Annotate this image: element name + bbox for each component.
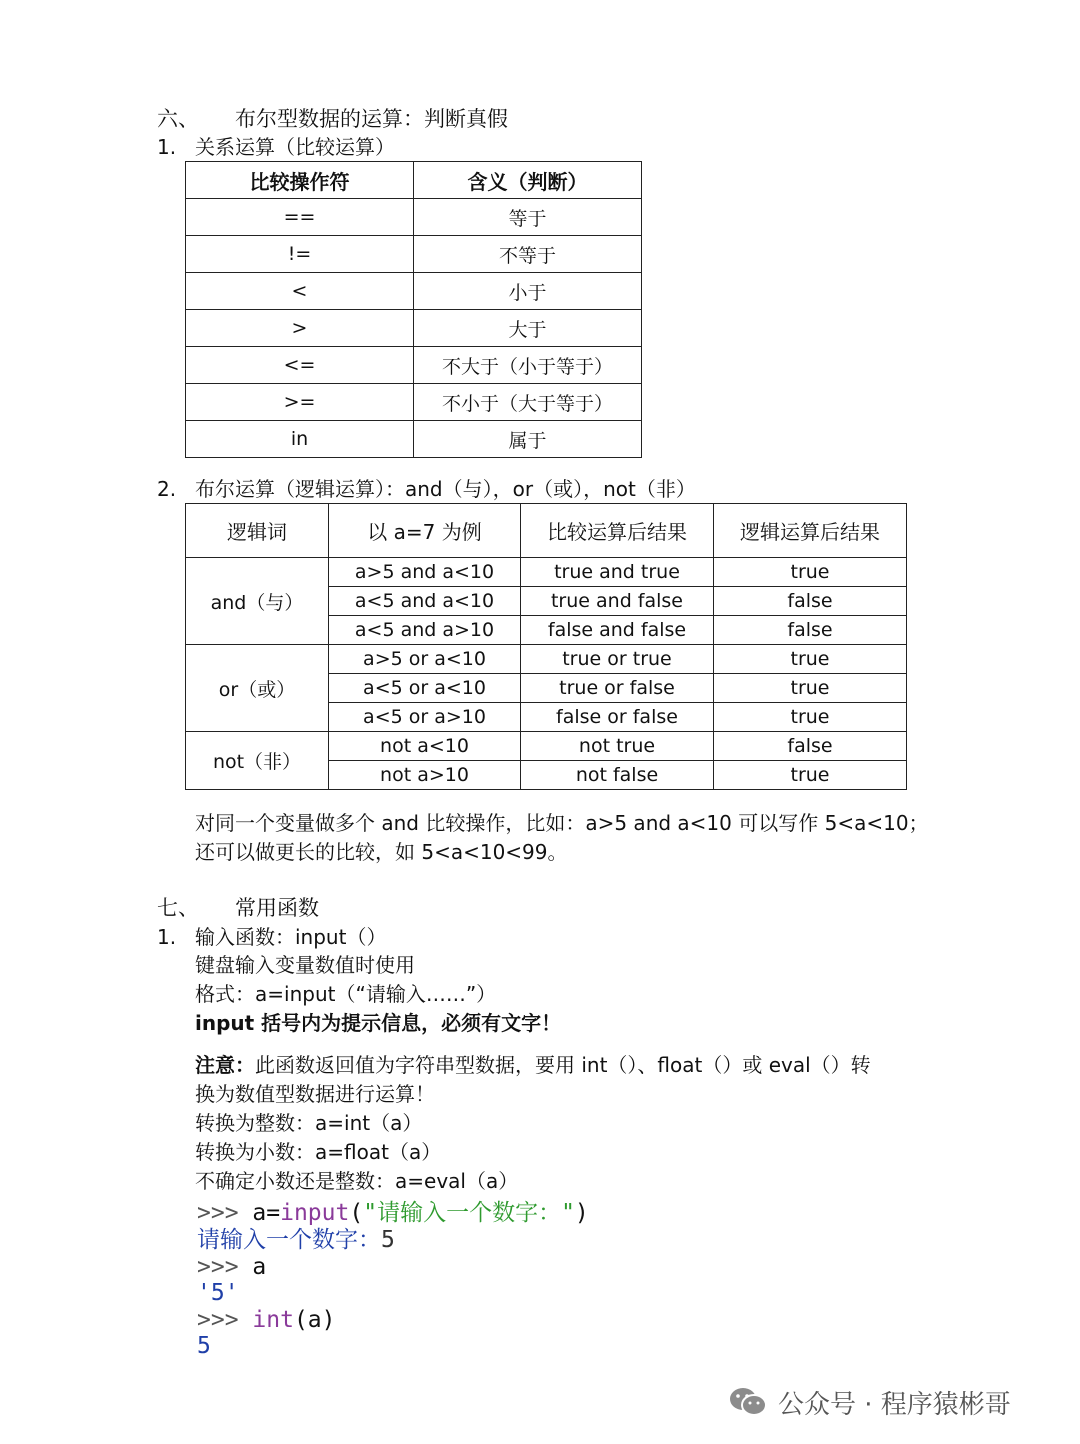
note-text: 此函数返回值为字符串型数据，要用 int（）、float（）或 eval（）转 [255,1053,871,1077]
input-format-text: 格式：a=input（“请输入……”） [195,982,497,1006]
example-cell: not a<10 [329,732,521,761]
example-cell: not a>10 [329,761,521,790]
table-header-cell: 逻辑词 [186,504,329,558]
example-cell: a<5 and a>10 [329,616,521,645]
logic-result-cell: true [714,703,907,732]
logic-word-cell: and（与） [186,558,329,645]
code-line-prompt-output: 请输入一个数字：5 [197,1227,395,1253]
chained-comparison-note-2: 还可以做更长的比较，如 5<a<10<99。 [195,840,568,864]
table-row [186,310,642,347]
meaning-cell: 大于 [414,310,642,347]
logic-result-cell: true [714,558,907,587]
table-header-cell: 比较操作符 [186,162,414,199]
meaning-cell: 等于 [414,199,642,236]
table-row [186,236,642,273]
code-line-input: >>> a=input("请输入一个数字：") [197,1200,589,1226]
table-row [186,199,642,236]
section-6-title: 布尔型数据的运算：判断真假 [235,107,508,131]
item-2-title: 布尔运算（逻辑运算）：and（与），or（或），not（非） [195,477,696,501]
table-header-row [186,504,907,558]
table-header-cell: 以 a=7 为例 [329,504,521,558]
operator-cell: > [186,310,414,347]
comparison-result-cell: not true [521,732,714,761]
logic-word-cell: not（非） [186,732,329,790]
shell-prompt: >>> [197,1200,239,1226]
table-row [186,732,907,761]
example-cell: a<5 and a<10 [329,587,521,616]
comparison-result-cell: true and true [521,558,714,587]
section-6-heading [157,106,508,132]
code-line-int: >>> int(a) [197,1307,336,1333]
watermark-text: 公众号 · 程序猿彬哥 [778,1389,1011,1420]
table-header-cell: 比较运算后结果 [521,504,714,558]
operator-cell: < [186,273,414,310]
meaning-cell: 不大于（小于等于） [414,347,642,384]
comparison-result-cell: true and false [521,587,714,616]
meaning-cell: 不小于（大于等于） [414,384,642,421]
table-row [186,347,642,384]
input-prompt-required-text: input 括号内为提示信息，必须有文字！ [195,1011,562,1035]
comparison-result-cell: false and false [521,616,714,645]
section-7-heading [157,895,319,921]
boolean-operation-table [185,503,907,790]
note-label: 注意： [195,1053,255,1077]
wechat-icon [728,1385,768,1419]
table-row [186,645,907,674]
item-1-title: 关系运算（比较运算） [195,135,395,159]
comparison-result-cell: true or true [521,645,714,674]
operator-cell: <= [186,347,414,384]
table-row [186,558,907,587]
builtin-name: input [280,1200,350,1226]
logic-word-cell: or（或） [186,645,329,732]
input-function-title: 输入函数：input（） [195,925,387,949]
logic-result-cell: false [714,587,907,616]
section-7-number: 七、 [157,896,199,920]
item-1-heading: 1. 关系运算（比较运算） [157,135,395,159]
watermark [728,1384,1011,1420]
comparison-operator-table [185,161,642,458]
input-usage-text: 键盘输入变量数值时使用 [195,953,415,977]
item-2-heading: 2. 布尔运算（逻辑运算）：and（与），or（或），not（非） [157,477,696,501]
table-row [186,273,642,310]
meaning-cell: 属于 [414,421,642,458]
section-7-title: 常用函数 [235,896,319,920]
table-row [186,384,642,421]
input-function-heading: 1. 输入函数：input（） [157,925,387,949]
chained-comparison-note-1: 对同一个变量做多个 and 比较操作，比如：a>5 and a<10 可以写作 5<a<10； [195,811,929,835]
table-header-row [186,162,642,199]
example-cell: a<5 or a<10 [329,674,521,703]
table-row [186,421,642,458]
user-input-value: 5 [381,1227,395,1253]
meaning-cell: 不等于 [414,236,642,273]
comparison-result-cell: true or false [521,674,714,703]
builtin-name: int [252,1307,294,1333]
logic-result-cell: false [714,732,907,761]
code-line-int-output: 5 [197,1333,211,1359]
convert-int-text: 转换为整数：a=int（a） [195,1111,423,1135]
example-cell: a>5 and a<10 [329,558,521,587]
logic-result-cell: true [714,645,907,674]
meaning-cell: 小于 [414,273,642,310]
operator-cell: == [186,199,414,236]
example-cell: a<5 or a>10 [329,703,521,732]
operator-cell: != [186,236,414,273]
comparison-result-cell: false or false [521,703,714,732]
shell-prompt: >>> [197,1307,239,1333]
note-line-1 [195,1052,871,1078]
code-line-a: >>> a [197,1254,267,1280]
section-6-number: 六、 [157,107,199,131]
comparison-result-cell: not false [521,761,714,790]
logic-result-cell: true [714,674,907,703]
table-header-cell: 逻辑运算后结果 [714,504,907,558]
table-header-cell: 含义（判断） [414,162,642,199]
shell-prompt: >>> [197,1254,239,1280]
code-line-string-output: '5' [197,1280,239,1306]
logic-result-cell: true [714,761,907,790]
operator-cell: >= [186,384,414,421]
string-literal: "请输入一个数字：" [363,1200,575,1226]
operator-cell: in [186,421,414,458]
convert-float-text: 转换为小数：a=float（a） [195,1140,442,1164]
note-line-2: 换为数值型数据进行运算！ [195,1082,435,1106]
convert-eval-text: 不确定小数还是整数：a=eval（a） [195,1169,519,1193]
logic-result-cell: false [714,616,907,645]
example-cell: a>5 or a<10 [329,645,521,674]
